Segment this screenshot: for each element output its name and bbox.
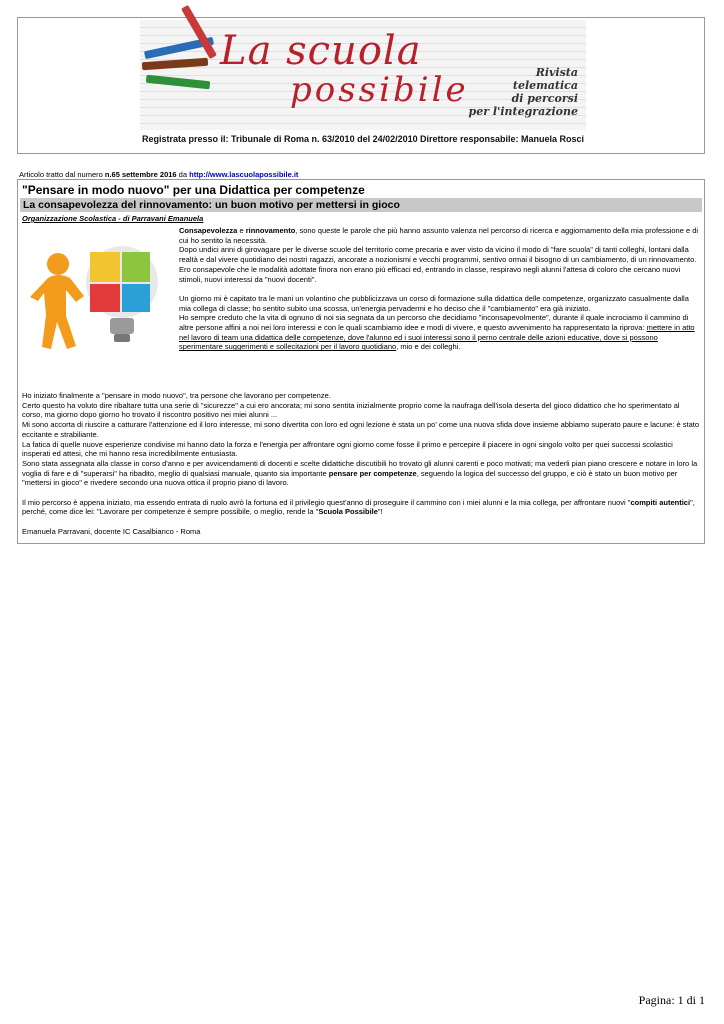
source-line: Articolo tratto dal numero n.65 settembre 2016 da http://www.lascuolapossibile.it (19, 170, 299, 179)
paragraph: Sono stata assegnata alla classe in corso d'anno e per avvicendamenti di docenti e scelte didattiche discutibili ho trovato gli alunni carenti e poco motivati; ma vederli pian piano crescere e notare in loro la voglia di fare e di "superarsi" ha ribadito, meglio di qualsiasi manuale, quanto sia importante pensare per competenze, seguendo la logica del successo del gruppo, e ciò è stato un buon motivo per "mettersi in gioco" e rivedere secondo una nuova ottica il proprio piano di lavoro. (22, 458, 698, 488)
paragraph: Il mio percorso è appena iniziato, ma essendo entrata di ruolo avrò la fortuna ed il privilegio quest'anno di proseguire il cammino con i miei alunni e la mia collega, per affrontare nuovi "compiti autentici", perché, come dice lei: "Lavorare per competenze è sempre possibile, o meglio, rende la "Scuola Possibile"! (22, 497, 695, 517)
puzzle-lightbulb-illustration (30, 238, 160, 358)
article-signature: Emanuela Parravani, docente IC Casalbianco - Roma (22, 526, 201, 536)
issue-number: n.65 settembre 2016 (104, 170, 177, 179)
article-byline: Organizzazione Scolastica - di Parravani Emanuela (22, 214, 204, 223)
paragraph: Dopo undici anni di girovagare per le diverse scuole del territorio come precaria e aver visto da vicino il modo di "fare scuola" di tanti colleghi, lontani dalla realtà e dal vivere quotidiano dei nostri ragazzi, ancorate a nozionismi e vecchi programmi, sentivo ormai il bisogno di un cambiamento, di un rinnovamento. (179, 245, 697, 265)
masthead-banner (140, 20, 586, 151)
paragraph: Ero consapevole che le modalità adottate finora non erano più efficaci ed, entrando in classe, respiravo negli alunni l'attesa di coloro che cercano nuovi stimoli, nuovi interessi da "nuovi docenti". (179, 264, 681, 284)
article-subtitle: La consapevolezza del rinnovamento: un buon motivo per mettersi in gioco (20, 198, 702, 212)
masthead-tagline: Rivista telematica di percorsi per l'integrazione (468, 66, 578, 118)
paragraph: Un giorno mi è capitato tra le mani un volantino che pubblicizzava un corso di formazione sulla didattica delle competenze, organizzato casualmente dalla mia collega di classe; ho sentito subito una scossa, un'energia pervadermi e ho deciso che il "cambiamento" era già iniziato. (179, 293, 689, 313)
paragraph: Mi sono accorta di riuscire a catturare l'attenzione ed il loro interesse, mi sono divertita con loro ed ogni lezione è stata un po' come una nuova sfida dove insieme abbiamo superato paure e lacune: è stato eccitante e strabiliante. (22, 420, 700, 439)
director-text: Direttore responsabile: Manuela Rosci (419, 134, 584, 144)
source-link[interactable]: http://www.lascuolapossibile.it (189, 170, 299, 179)
article-title: "Pensare in modo nuovo" per una Didattica per competenze (22, 183, 365, 197)
paragraph: Consapevolezza e rinnovamento, sono queste le parole che più hanno assunto valenza nel percorso di ricerca e aggiornamento della mia professione e di cui ho sentito la necessità. (179, 226, 699, 245)
page-number: Pagina: 1 di 1 (638, 993, 705, 1007)
article-box (17, 179, 705, 544)
article-full-text (22, 391, 700, 537)
paragraph: Ho sempre creduto che la vita di ognuno di noi sia segnata da un percorso che decidiamo "inconsapevolmente", durante il quale incrociamo il cammino di altre persone affini a noi nei loro interessi e con le quali scambiamo idee e modi di vivere, e questo avvenimento ha rappresentato la riprova: mettere in atto nel lavoro di team una didattica delle competenze, dove l'alunno ed i suoi interessi sono il perno centrale delle azioni educative, dove si possono sperimentare suggerimenti e sollecitazioni per il lavoro quotidiano, mio e dei colleghi. (179, 313, 695, 352)
paragraph: Certo questo ha voluto dire ribaltare tutta una serie di "sicurezze" a cui ero ancorata; mi sono sentita inizialmente proprio come la naufraga dell'isola deserta del gioco didattico che ho sperimentato al corso, ma giorno dopo giorno ho trovato il riscontro positivo nei miei alunni ... (22, 400, 680, 420)
masthead-title-line2: possibile (290, 70, 469, 110)
masthead (17, 17, 705, 154)
registration-text: Registrata presso il: Tribunale di Roma n. 63/2010 del 24/02/2010 (142, 134, 418, 144)
masthead-title-line1: La scuola (220, 28, 422, 74)
article-column-text (179, 226, 699, 352)
paragraph: Ho iniziato finalmente a "pensare in modo nuovo", tra persone che lavorano per competenze. (22, 391, 331, 400)
paragraph: La fatica di quelle nuove esperienze condivise mi hanno dato la forza e l'energia per affrontare ogni giorno come fosse il primo e percepire il piacere in ogni singolo volto per quei successi scolastici insperati ed attesi, che mi hanno resa incredibilmente entusiasta. (22, 439, 673, 459)
